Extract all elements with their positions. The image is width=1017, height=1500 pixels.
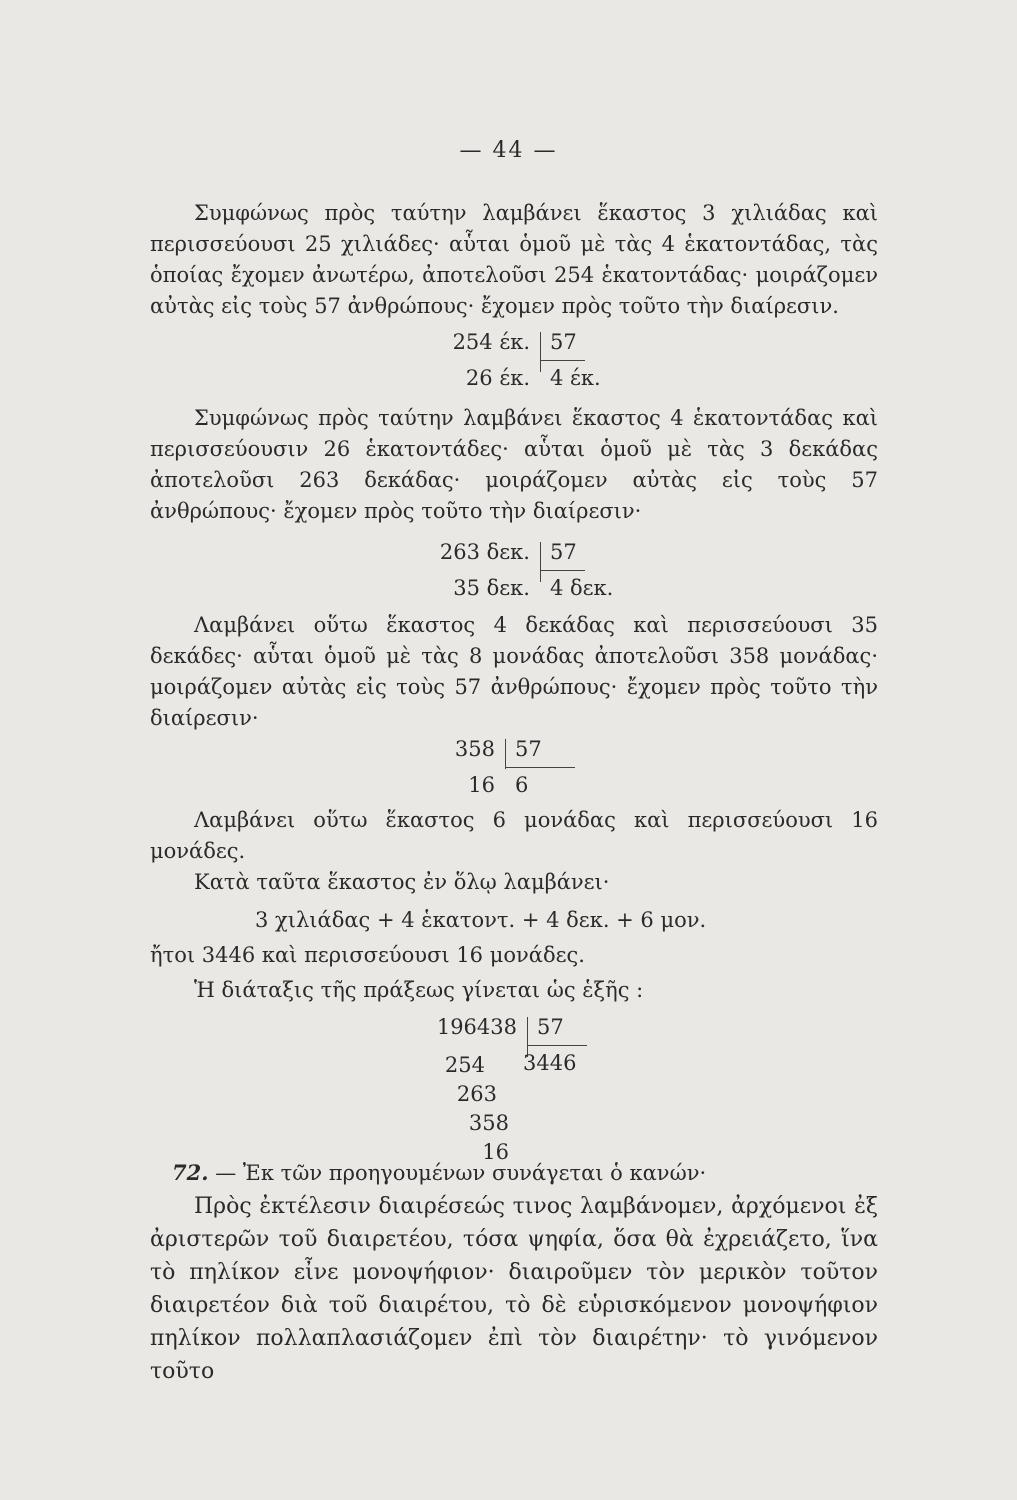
remainder: 16: [468, 773, 495, 797]
dividend: 196438: [436, 1015, 517, 1039]
paragraph-4: Λαμβάνει οὕτω ἕκαστος 6 μονάδας καὶ περισσεύουσι 16 μονάδες.: [150, 808, 878, 863]
remainder: 35 δεκ.: [453, 576, 530, 600]
step-358: 358: [468, 1111, 509, 1135]
step-16: 16: [482, 1140, 509, 1164]
dividend: 254 έκ.: [452, 330, 530, 354]
step-254: 254: [444, 1053, 485, 1077]
section-title: — Ἐκ τῶν προηγουμένων συνάγεται ὁ κανών·: [215, 1161, 707, 1185]
paragraph-2: Συμφώνως πρὸς ταύτην λαμβάνει ἕκαστος 4 ἑκατοντάδας καὶ περισσεύουσιν 26 ἑκατοντάδες· αὗται ὁμοῦ μὲ τὰς 3 δεκάδας ἀποτελοῦσι 263 δεκάδας· μοιράζομεν αὐτὰς εἰς τοὺς 57 ἀνθρώπους· ἔχομεν πρὸς τοῦτο τὴν διαίρεσιν·: [150, 406, 878, 523]
page-number: — 44 —: [459, 138, 558, 163]
paragraph-7: Ἡ διάταξις τῆς πράξεως γίνεται ὡς ἑξῆς :: [194, 978, 644, 1002]
divisor: 57: [550, 330, 577, 354]
dividend: 358: [454, 737, 495, 761]
paragraph-5: Κατὰ ταῦτα ἕκαστος ἐν ὅλῳ λαμβάνει·: [194, 870, 610, 894]
division-bar-vertical: [540, 332, 541, 372]
divisor: 57: [537, 1015, 564, 1039]
section-heading: [172, 1160, 706, 1185]
section-number: 72.: [172, 1160, 209, 1185]
division-bar-horizontal: [540, 360, 585, 361]
quotient: 6: [515, 773, 529, 797]
division-bar-vertical: [540, 542, 541, 582]
paragraph-6: ἤτοι 3446 καὶ περισσεύουσι 16 μονάδες.: [150, 943, 585, 967]
division-bar-vertical: [505, 739, 506, 769]
quotient: 4 δεκ.: [550, 576, 614, 600]
quotient: 4 έκ.: [550, 366, 601, 390]
remainder: 26 έκ.: [465, 366, 530, 390]
divisor: 57: [550, 540, 577, 564]
division-bar-horizontal: [540, 570, 585, 571]
step-263: 263: [456, 1082, 497, 1106]
dividend: 263 δεκ.: [439, 540, 530, 564]
quotient: 3446: [523, 1051, 577, 1075]
paragraph-3: Λαμβάνει οὕτω ἕκαστος 4 δεκάδας καὶ περισσεύουσι 35 δεκάδες· αὗται ὁμοῦ μὲ τὰς 8 μονάδας ἀποτελοῦσι 358 μονάδας· μοιράζομεν αὐτὰς εἰς τοὺς 57 ἀνθρώπους· ἔχομεν πρὸς τοῦτο τὴν διαίρεσιν·: [150, 613, 878, 730]
division-bar-horizontal: [505, 767, 575, 768]
paragraph-8: Πρὸς ἐκτέλεσιν διαιρέσεώς τινος λαμβάνομεν, ἀρχόμενοι ἐξ ἀριστερῶν τοῦ διαιρετέου, τόσα ψηφία, ὅσα θὰ ἐχρειάζετο, ἵνα τὸ πηλίκον εἶνε μονοψήφιον· διαιροῦμεν τὸν μερικὸν τοῦτον διαιρετέον διὰ τοῦ διαιρέτου, τὸ δὲ εὑρισκόμενον μονοψήφιον πηλίκον πολλαπλασιάζομεν ἐπὶ τὸν διαιρέτην· τὸ γινόμενον τοῦτο: [150, 1194, 878, 1384]
formula-line: 3 χιλιάδας + 4 ἑκατοντ. + 4 δεκ. + 6 μον.: [255, 908, 707, 932]
division-steps: [430, 1051, 509, 1167]
paragraph-1: Συμφώνως πρὸς ταύτην λαμβάνει ἕκαστος 3 χιλιάδας καὶ περισσεύουσι 25 χιλιάδες· αὗται ὁμοῦ μὲ τὰς 4 ἑκατοντάδας, τὰς ὁποίας ἔχομεν ἀνωτέρω, ἀποτελοῦσι 254 ἑκατοντάδας· μοιράζομεν αὐτὰς εἰς τοὺς 57 ἀνθρώπους· ἔχομεν πρὸς τοῦτο τὴν διαίρεσιν.: [150, 201, 878, 318]
division-bar-horizontal: [527, 1045, 587, 1046]
divisor: 57: [515, 737, 542, 761]
